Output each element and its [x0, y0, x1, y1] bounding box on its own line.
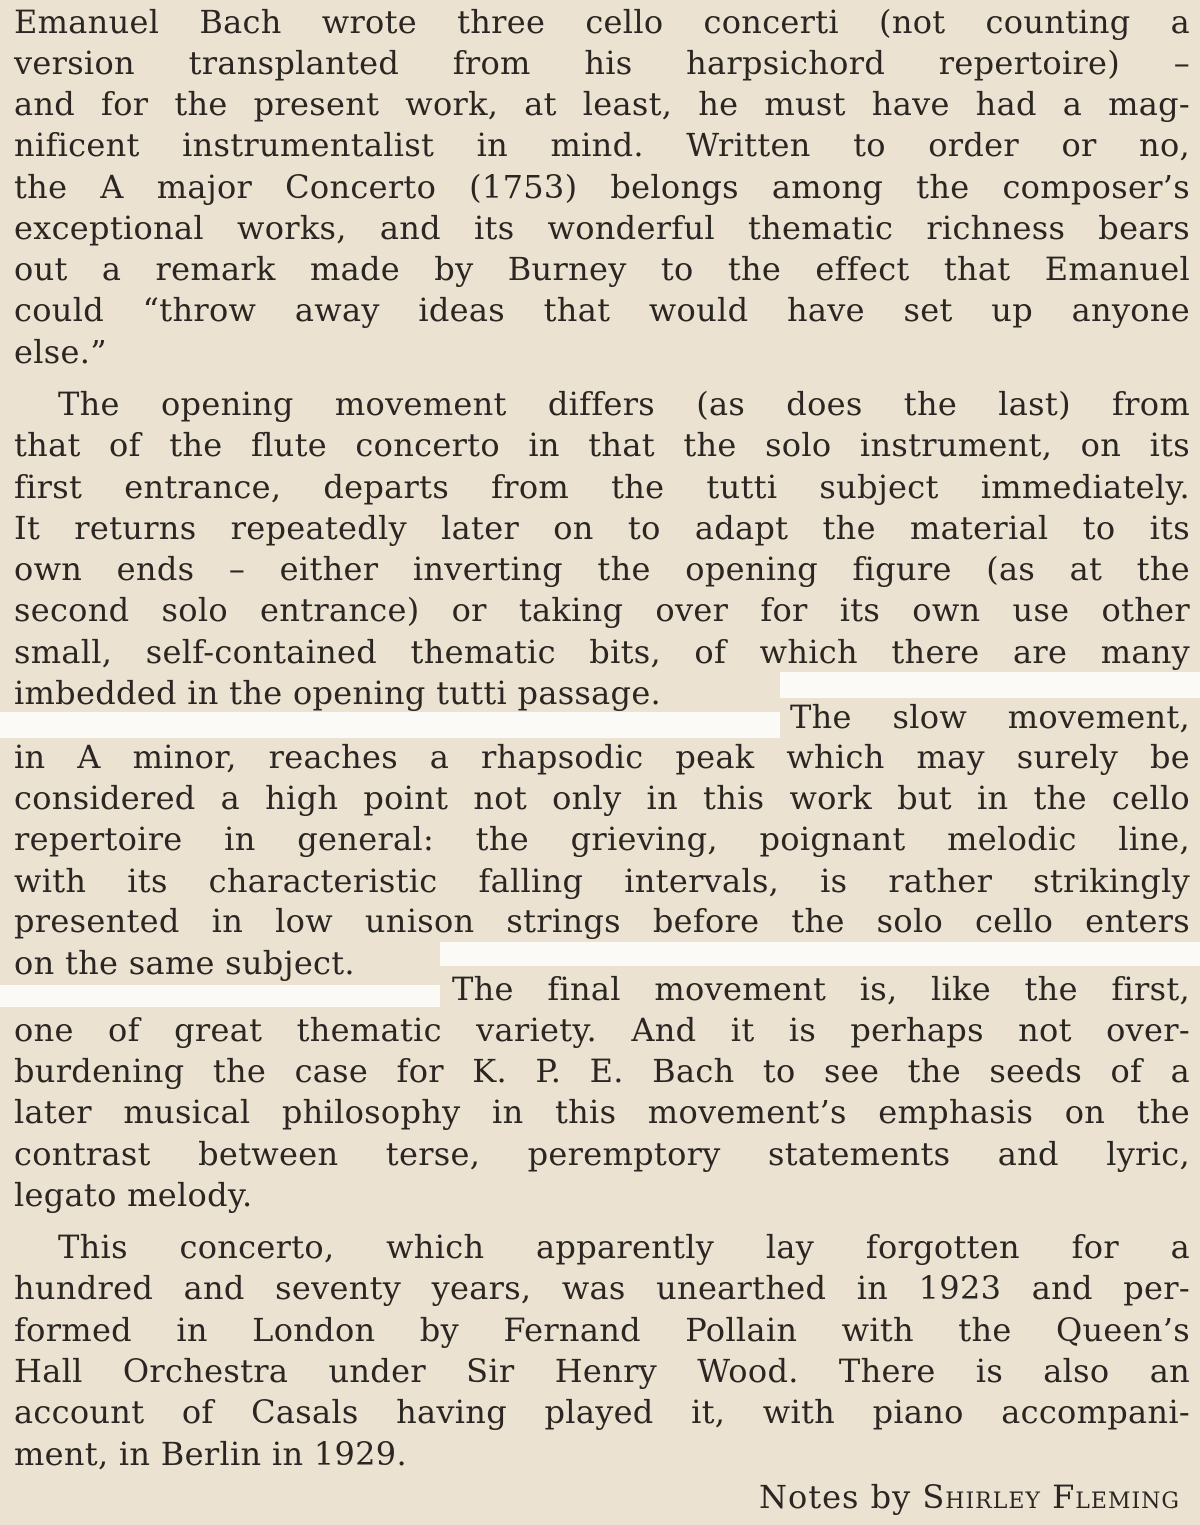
text-line: that of the flute concerto in that the solo instrument, on its — [14, 426, 1190, 464]
text-line: later musical philosophy in this movement’s emphasis on the — [14, 1093, 1190, 1131]
text-line: in A minor, reaches a rhapsodic peak which may surely be — [14, 738, 1190, 776]
signature — [759, 1477, 1180, 1517]
text-line: else.” — [14, 333, 107, 371]
text-line: exceptional works, and its wonderful thematic richness bears — [14, 209, 1190, 247]
text-line: The slow movement, — [790, 698, 1190, 736]
text-line: could “throw away ideas that would have set up anyone — [14, 291, 1190, 329]
signature-prefix: Notes by — [758, 1478, 912, 1516]
text-line: imbedded in the opening tutti passage. — [14, 674, 662, 712]
text-line: It returns repeatedly later on to adapt the material to its — [14, 509, 1190, 547]
text-line: on the same subject. — [14, 944, 355, 982]
text-line: ment, in Berlin in 1929. — [14, 1435, 407, 1473]
text-line: hundred and seventy years, was unearthed in 1923 and per- — [14, 1269, 1190, 1307]
text-line: with its characteristic falling intervals, is rather strikingly — [14, 862, 1190, 900]
paste-up-strip — [0, 985, 440, 1007]
text-line: repertoire in general: the grieving, poignant melodic line, — [14, 820, 1190, 858]
text-line: account of Casals having played it, with piano accompani- — [14, 1393, 1190, 1431]
text-line: first entrance, departs from the tutti subject immediately. — [14, 468, 1190, 506]
text-line: formed in London by Fernand Pollain with the Queen’s — [14, 1311, 1190, 1349]
text-line: version transplanted from his harpsichord repertoire) – — [14, 44, 1190, 82]
text-line: burdening the case for K. P. E. Bach to see the seeds of a — [14, 1052, 1190, 1090]
text-line: considered a high point not only in this work but in the cello — [14, 779, 1190, 817]
text-line: presented in low unison strings before the solo cello enters — [14, 902, 1190, 940]
text-line: The final movement is, like the first, — [452, 970, 1190, 1008]
text-line: small, self-contained thematic bits, of which there are many — [14, 633, 1190, 671]
text-line: nificent instrumentalist in mind. Written to order or no, — [14, 126, 1190, 164]
paste-up-strip — [780, 672, 1200, 698]
text-line: own ends – either inverting the opening figure (as at the — [14, 550, 1190, 588]
text-line: Hall Orchestra under Sir Henry Wood. There is also an — [14, 1352, 1190, 1390]
text-line: This concerto, which apparently lay forgotten for a — [58, 1228, 1190, 1266]
text-line: contrast between terse, peremptory statements and lyric, — [14, 1135, 1190, 1173]
text-line: and for the present work, at least, he must have had a mag- — [14, 85, 1190, 123]
text-line: legato melody. — [14, 1176, 253, 1214]
text-line: The opening movement differs (as does the last) from — [58, 385, 1190, 423]
paste-up-strip — [0, 712, 780, 738]
text-line: one of great thematic variety. And it is perhaps not over- — [14, 1011, 1190, 1049]
text-line: out a remark made by Burney to the effect that Emanuel — [14, 250, 1190, 288]
text-line: second solo entrance) or taking over for its own use other — [14, 591, 1190, 629]
text-line: the A major Concerto (1753) belongs among the composer’s — [14, 168, 1190, 206]
signature-author: Shirley Fleming — [922, 1478, 1180, 1516]
text-line: Emanuel Bach wrote three cello concerti (not counting a — [14, 3, 1190, 41]
paste-up-strip — [440, 942, 1200, 966]
